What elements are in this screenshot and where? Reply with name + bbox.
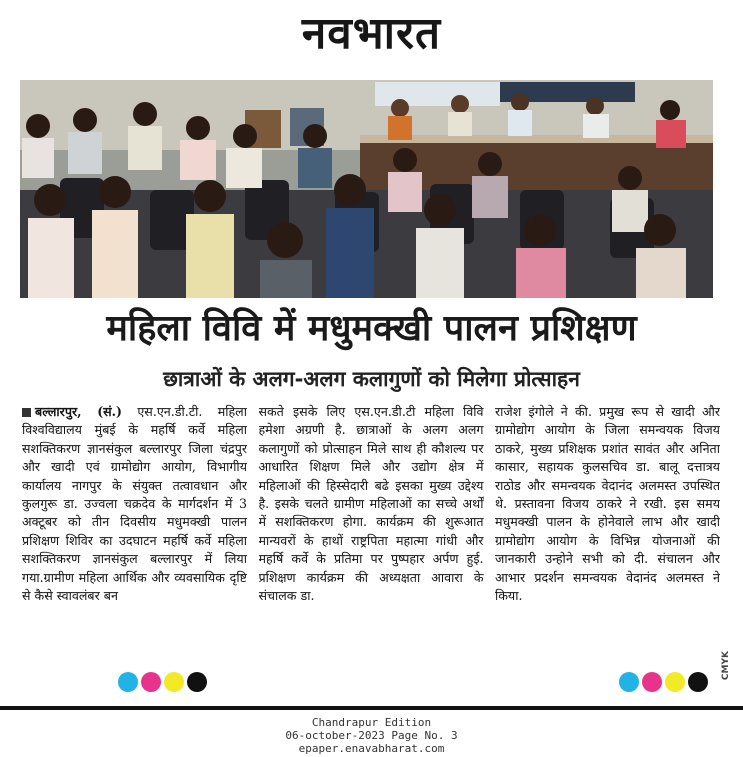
registration-dots-right bbox=[619, 672, 708, 692]
cyan-dot-icon bbox=[619, 672, 639, 692]
yellow-dot-icon bbox=[164, 672, 184, 692]
article-dateline: बल्लारपुर, (सं.) bbox=[35, 404, 123, 419]
article-headline: महिला विवि में मधुमक्खी पालन प्रशिक्षण bbox=[106, 308, 637, 349]
cmyk-label: CMYK bbox=[721, 651, 731, 681]
black-dot-icon bbox=[187, 672, 207, 692]
article-subheadline: छात्राओं के अलग-अलग कलागुणों को मिलेगा प्रोत्साहन bbox=[163, 367, 580, 391]
classroom-photo-illustration bbox=[20, 80, 713, 298]
edition-name: Chandrapur Edition bbox=[311, 716, 432, 729]
article-column-1-text: एस.एन.डी.टी. महिला विश्वविद्यालय मुंबई के महर्षि कर्वे महिला सशक्तिकरण ज्ञानसंकुल बल्लारपुर जिला चंद्रपुर और खादी एवं ग्रामोद्योग आयोग, विभागीय कार्यालय नागपुर के संयुक्त तत्वावधान और कुलगुरू डा. उज्वला चक्रदेव के मार्गदर्शन में 3 अक्टूबर को तीन दिवसीय मधुमक्खी पालन प्रशिक्षण शिविर का उदघाटन महर्षि कर्वे महिला सशक्तिकरण ज्ञानसंकुल बल्लारपुर में लिया गया.ग्रामीण महिला आर्थिक और व्यवसायिक दृष्टि से कैसे स्वावलंबर बन bbox=[22, 404, 247, 604]
registration-dots-left bbox=[118, 672, 207, 692]
footer-rule bbox=[0, 706, 743, 710]
magenta-dot-icon bbox=[141, 672, 161, 692]
article-column-3-text: राजेश इंगोले ने की. प्रमुख रूप से खादी और ग्रामोद्योग आयोग के जिला समन्वयक विजय ठाकरे, मुख्य प्रशिक्षक प्रशांत सावंत और अनिता कासार, सहायक कुलसचिव डा. बालू दत्तात्रय राठोड और समन्वयक वेदानंद अलमस्त उपस्थित थे. प्रस्तावना विजय ठाकरे ने रखी. इस समय मधुमक्खी पालन के होनेवाले लाभ और खादी ग्रामोद्योग आयोग के विभिन्न योजनाओं की जानकारी उन्होने सभी को दी. संचालन और आभार प्रदर्शन समन्वयक वेदानंद अलमस्त ने किया. bbox=[495, 404, 720, 604]
yellow-dot-icon bbox=[665, 672, 685, 692]
article-photo bbox=[20, 80, 713, 298]
edition-date-page: 06-october-2023 Page No. 3 bbox=[285, 729, 458, 742]
article-column-2 bbox=[259, 403, 484, 665]
cyan-dot-icon bbox=[118, 672, 138, 692]
newspaper-masthead: नवभारत bbox=[301, 8, 442, 59]
magenta-dot-icon bbox=[642, 672, 662, 692]
epaper-site-link[interactable]: epaper.enavabharat.com bbox=[298, 742, 445, 755]
edition-footer bbox=[0, 716, 743, 755]
black-dot-icon bbox=[688, 672, 708, 692]
article-column-2-text: सकते इसके लिए एस.एन.डी.टी महिला विवि हमेशा अग्रणी है. छात्राओं के अलग अलग कलागुणों को प्रोत्साहन मिले साथ ही कौशल्य पर आधारित शिक्षण मिले और उद्योग क्षेत्र में महिलाओं की हिस्सेदारी बढे इसका मुख्य उद्देश्य है. इसके चलते ग्रामीण महिलाओं का सच्चे अर्थों में सशक्तिकरण होगा. कार्यक्रम की शुरूआत मान्यवरों के हाथों राष्ट्रपिता महात्मा गांधी और महर्षि कर्वे के प्रतिमा पर पुष्पहार अर्पण हुई. प्रशिक्षण कार्यक्रम की अध्यक्षता आवारा के संचालक डा. bbox=[258, 404, 484, 604]
article-column-1 bbox=[22, 403, 247, 665]
article-body bbox=[22, 403, 720, 665]
article-column-3 bbox=[495, 403, 720, 665]
square-bullet-icon bbox=[22, 408, 31, 417]
